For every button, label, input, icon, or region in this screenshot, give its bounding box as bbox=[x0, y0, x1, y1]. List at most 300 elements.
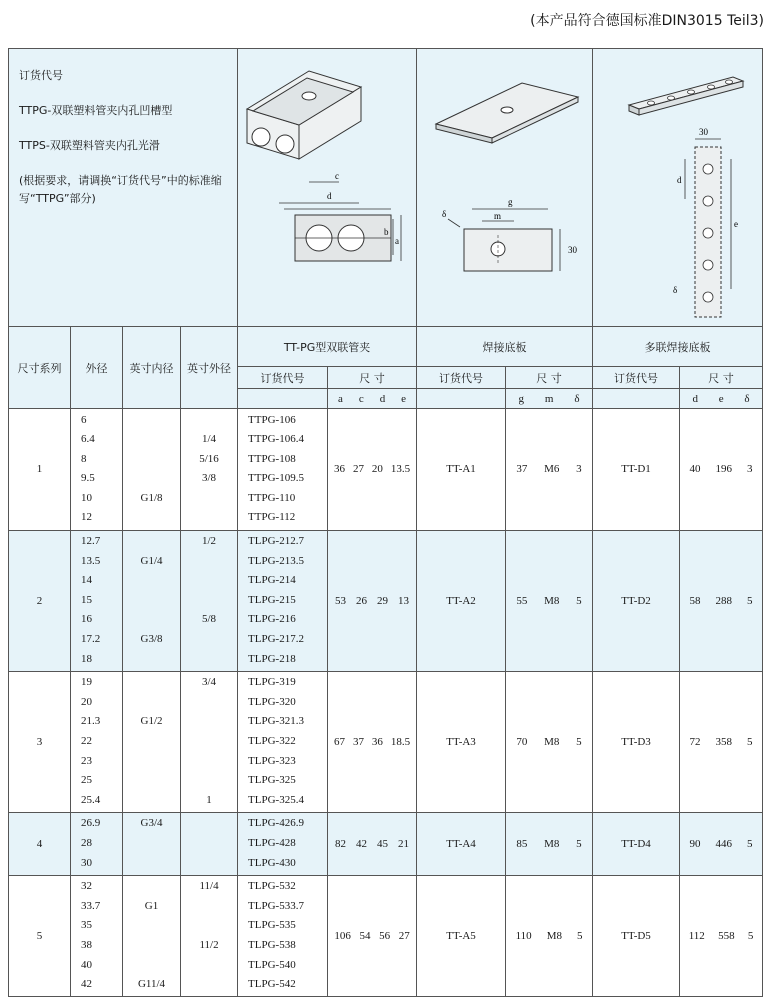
header-clamp-order-code: 订货代号 bbox=[238, 367, 328, 389]
header-od: 外径 bbox=[71, 327, 123, 409]
plate-dims-value: M8 bbox=[546, 930, 562, 943]
od-value: 8 bbox=[81, 452, 87, 465]
codes-cell bbox=[238, 875, 328, 997]
codes-cell bbox=[238, 812, 328, 875]
codes-value: TLPG-325.4 bbox=[248, 793, 304, 806]
od-list bbox=[81, 877, 122, 995]
inch-od-value bbox=[181, 571, 237, 591]
od-value: 28 bbox=[81, 837, 92, 850]
od-list bbox=[81, 411, 122, 529]
plate-dims-value: 5 bbox=[577, 930, 583, 943]
multi-dims-values bbox=[680, 736, 762, 748]
header-inch-id: 英寸内径 bbox=[123, 327, 181, 409]
clamp-dims-value: 106 bbox=[334, 930, 351, 943]
intro-ttps: TTPS-双联塑料管夹内孔光滑 bbox=[19, 139, 160, 152]
clamp-dims-value: 37 bbox=[352, 735, 364, 748]
plate-code-value: TT-A4 bbox=[417, 812, 506, 875]
header-plate-dims: 尺 寸 bbox=[506, 367, 593, 389]
clamp-dims-cell bbox=[328, 812, 417, 875]
inch-id-value: G3/8 bbox=[140, 633, 163, 646]
multi-plate-diagram-cell bbox=[593, 49, 763, 327]
inch-od-cell bbox=[181, 875, 238, 997]
multi-code-value: TT-D2 bbox=[593, 530, 680, 671]
codes-value: TTPG-108 bbox=[248, 452, 296, 465]
od-cell bbox=[71, 409, 123, 531]
plate-code-value: TT-A2 bbox=[417, 530, 506, 671]
header-plate-dim-letters bbox=[506, 389, 593, 409]
clamp-dim-letter: e bbox=[401, 392, 407, 405]
multi-code-value: TT-D5 bbox=[593, 875, 680, 997]
intro-ttpg: TTPG-双联塑料管夹内孔凹槽型 bbox=[19, 104, 173, 117]
plate-dims-values bbox=[506, 595, 592, 607]
spec-table bbox=[8, 48, 763, 997]
inch-od-value bbox=[181, 975, 237, 995]
clamp-dims-cell bbox=[328, 409, 417, 531]
inch-od-value bbox=[181, 591, 237, 611]
hole-mark bbox=[668, 96, 675, 100]
codes-value: TLPG-426.9 bbox=[248, 817, 304, 830]
plate-dims-cell bbox=[506, 875, 593, 997]
clamp-dim-b: b bbox=[383, 227, 389, 237]
inch-id-value bbox=[123, 673, 180, 693]
codes-list bbox=[248, 673, 327, 810]
hole-mark bbox=[648, 101, 655, 105]
plate-dims-value: 5 bbox=[576, 594, 582, 607]
inch-id-cell bbox=[123, 875, 181, 997]
intro-remark: (根据要求，请调换“订货代号”中的标准缩写“TTPG”部分) bbox=[19, 174, 222, 205]
inch-od-cell bbox=[181, 671, 238, 812]
multi-dims-cell bbox=[680, 409, 763, 531]
codes-value: TLPG-319 bbox=[248, 676, 296, 689]
od-value: 35 bbox=[81, 919, 92, 932]
inch-id-value: G1/8 bbox=[140, 491, 163, 504]
clamp-dims-value: 36 bbox=[371, 735, 383, 748]
inch-id-value bbox=[123, 916, 180, 936]
plate-dim-letter: δ bbox=[574, 392, 580, 405]
inch-id-cell bbox=[123, 812, 181, 875]
intro-order-code: 订货代号 bbox=[19, 69, 63, 82]
inch-id-list bbox=[123, 814, 180, 873]
header-multi-blank bbox=[593, 389, 680, 409]
plate-dims-value: 5 bbox=[576, 735, 582, 748]
plate-dim-m: m bbox=[493, 211, 501, 221]
header-multi-order-code: 订货代号 bbox=[593, 367, 680, 389]
inch-od-value bbox=[181, 508, 237, 528]
plate-dims-values bbox=[506, 930, 592, 942]
multi-dims-value: 196 bbox=[715, 463, 733, 476]
od-value: 9.5 bbox=[81, 472, 95, 485]
inch-od-value: 1/2 bbox=[201, 535, 217, 548]
series-row bbox=[9, 530, 763, 671]
clamp-dims-value: 45 bbox=[377, 837, 389, 850]
inch-od-value bbox=[181, 630, 237, 650]
inch-od-value bbox=[181, 814, 237, 834]
clamp-dims-value: 42 bbox=[356, 837, 368, 850]
header-row-1 bbox=[9, 327, 763, 367]
clamp-dims-value: 27 bbox=[398, 930, 410, 943]
clamp-dims-value: 67 bbox=[334, 735, 346, 748]
multi-dims-value: 5 bbox=[747, 837, 753, 850]
codes-list bbox=[248, 877, 327, 995]
codes-value: TLPG-538 bbox=[248, 939, 296, 952]
clamp-dims-values bbox=[328, 595, 416, 607]
inch-od-value bbox=[181, 834, 237, 854]
od-value: 14 bbox=[81, 574, 92, 587]
od-value: 20 bbox=[81, 695, 92, 708]
codes-value: TLPG-323 bbox=[248, 754, 296, 767]
multi-dim-e: e bbox=[734, 219, 739, 229]
inch-od-value: 1 bbox=[206, 793, 212, 806]
inch-id-value bbox=[123, 936, 180, 956]
od-value: 22 bbox=[81, 735, 92, 748]
plate-dims-value: M8 bbox=[544, 837, 560, 850]
inch-id-value bbox=[123, 532, 180, 552]
multi-dims-values bbox=[680, 463, 762, 475]
clamp-dims-cell bbox=[328, 671, 417, 812]
series-row bbox=[9, 409, 763, 531]
codes-value: TLPG-214 bbox=[248, 574, 296, 587]
od-value: 25 bbox=[81, 774, 92, 787]
codes-value: TLPG-217.2 bbox=[248, 633, 304, 646]
inch-od-value: 3/8 bbox=[201, 472, 217, 485]
od-cell bbox=[71, 530, 123, 671]
od-value: 12.7 bbox=[81, 535, 101, 548]
od-list bbox=[81, 532, 122, 669]
od-value: 21.3 bbox=[81, 715, 101, 728]
od-value: 26.9 bbox=[81, 817, 101, 830]
codes-value: TLPG-540 bbox=[248, 958, 296, 971]
codes-value: TLPG-213.5 bbox=[248, 554, 304, 567]
codes-value: TLPG-533.7 bbox=[248, 899, 304, 912]
od-value: 12 bbox=[81, 511, 92, 524]
multi-dims-values bbox=[680, 595, 762, 607]
inch-id-value: G3/4 bbox=[140, 817, 163, 830]
inch-id-list bbox=[123, 411, 180, 529]
codes-cell bbox=[238, 409, 328, 531]
plate-dims-values bbox=[506, 736, 592, 748]
header-inch-od: 英寸外径 bbox=[181, 327, 238, 409]
plate-dim-h: 30 bbox=[567, 245, 577, 255]
inch-od-value bbox=[181, 732, 237, 752]
order-code-intro bbox=[9, 49, 238, 327]
od-value: 42 bbox=[81, 978, 92, 991]
multi-dims-value: 112 bbox=[688, 930, 705, 943]
multi-dims-value: 558 bbox=[718, 930, 735, 943]
codes-value: TLPG-216 bbox=[248, 613, 296, 626]
codes-value: TLPG-321.3 bbox=[248, 715, 304, 728]
double-clamp-drawing bbox=[239, 49, 416, 323]
codes-value: TLPG-325 bbox=[248, 774, 296, 787]
od-cell bbox=[71, 875, 123, 997]
plate-dims-value: M8 bbox=[544, 594, 560, 607]
multi-weld-plate-drawing bbox=[593, 49, 763, 323]
multi-dims-value: 3 bbox=[747, 463, 753, 476]
multi-dims-value: 58 bbox=[689, 594, 701, 607]
multi-dims-value: 446 bbox=[715, 837, 733, 850]
header-multi-plate: 多联焊接底板 bbox=[593, 327, 763, 367]
inch-id-value bbox=[123, 834, 180, 854]
inch-od-cell bbox=[181, 812, 238, 875]
codes-value: TLPG-542 bbox=[248, 978, 296, 991]
inch-id-value bbox=[123, 791, 180, 811]
inch-id-value bbox=[123, 469, 180, 489]
multi-dims-value: 5 bbox=[747, 930, 754, 943]
series-row bbox=[9, 875, 763, 997]
inch-id-value bbox=[123, 650, 180, 670]
weld-plate-drawing bbox=[418, 49, 592, 323]
inch-od-value: 1/4 bbox=[201, 433, 217, 446]
clamp-dims-cell bbox=[328, 530, 417, 671]
header-clamp: TT-PG型双联管夹 bbox=[238, 327, 417, 367]
clamp-dims-value: 20 bbox=[371, 463, 383, 476]
header-multi-dims: 尺 寸 bbox=[680, 367, 763, 389]
multi-code-value: TT-D3 bbox=[593, 671, 680, 812]
codes-list bbox=[248, 814, 327, 873]
clamp-dims-values bbox=[328, 736, 416, 748]
inch-id-list bbox=[123, 532, 180, 669]
clamp-dims-value: 18.5 bbox=[390, 735, 411, 748]
inch-od-value: 5/8 bbox=[201, 613, 217, 626]
inch-od-value bbox=[181, 771, 237, 791]
inch-id-value: G1/2 bbox=[140, 715, 163, 728]
clamp-dims-values bbox=[328, 838, 416, 850]
multi-dim-letter: e bbox=[718, 392, 724, 405]
clamp-dims-value: 54 bbox=[359, 930, 371, 943]
multi-dims-value: 40 bbox=[689, 463, 701, 476]
multi-dim-letter: δ bbox=[744, 392, 750, 405]
plate-dims-values bbox=[506, 463, 592, 475]
clamp-dim-letter: c bbox=[358, 392, 364, 405]
plate-dims-cell bbox=[506, 409, 593, 531]
hole-mark bbox=[703, 292, 713, 302]
multi-dim-d: d bbox=[677, 175, 682, 185]
codes-value: TTPG-106 bbox=[248, 413, 296, 426]
plate-dims-values bbox=[506, 838, 592, 850]
inch-id-list bbox=[123, 877, 180, 995]
od-value: 30 bbox=[81, 856, 92, 869]
plate-dims-cell bbox=[506, 530, 593, 671]
od-value: 17.2 bbox=[81, 633, 101, 646]
multi-dims-value: 5 bbox=[747, 735, 753, 748]
inch-od-list bbox=[181, 877, 237, 995]
inch-id-value bbox=[123, 693, 180, 713]
multi-dims-cell bbox=[680, 875, 763, 997]
od-value: 23 bbox=[81, 754, 92, 767]
inch-id-value bbox=[123, 508, 180, 528]
standard-note: (本产品符合德国标准DIN3015 Teil3) bbox=[530, 13, 764, 29]
codes-value: TLPG-320 bbox=[248, 695, 296, 708]
codes-list bbox=[248, 532, 327, 669]
inch-id-cell bbox=[123, 530, 181, 671]
inch-od-value: 3/4 bbox=[201, 676, 217, 689]
inch-od-value bbox=[181, 411, 237, 431]
codes-value: TTPG-106.4 bbox=[248, 433, 304, 446]
plate-dim-letter: m bbox=[544, 392, 554, 405]
header-clamp-dim-letters bbox=[328, 389, 417, 409]
plate-dims-value: M6 bbox=[544, 463, 560, 476]
inch-id-list bbox=[123, 673, 180, 810]
inch-od-list bbox=[181, 411, 237, 529]
multi-dims-values bbox=[680, 838, 762, 850]
inch-id-value bbox=[123, 571, 180, 591]
clamp-dim-letter: a bbox=[338, 392, 343, 405]
header-clamp-blank bbox=[238, 389, 328, 409]
clamp-dims-value: 29 bbox=[377, 594, 389, 607]
clamp-dims-value: 36 bbox=[334, 463, 346, 476]
inch-od-value: 5/16 bbox=[199, 452, 219, 465]
inch-id-value bbox=[123, 411, 180, 431]
plate-dims-value: 110 bbox=[515, 930, 532, 943]
inch-id-value bbox=[123, 450, 180, 470]
hole-mark bbox=[703, 196, 713, 206]
plate-dims-value: M8 bbox=[544, 735, 560, 748]
multi-dims-cell bbox=[680, 530, 763, 671]
od-value: 6 bbox=[81, 413, 87, 426]
od-cell bbox=[71, 812, 123, 875]
inch-od-value bbox=[181, 897, 237, 917]
inch-id-value: G11/4 bbox=[137, 978, 166, 991]
clamp-dims-value: 82 bbox=[335, 837, 347, 850]
multi-dims-cell bbox=[680, 671, 763, 812]
od-list bbox=[81, 673, 122, 810]
od-value: 15 bbox=[81, 593, 92, 606]
plate-dims-value: 3 bbox=[576, 463, 582, 476]
multi-dims-value: 72 bbox=[689, 735, 701, 748]
codes-value: TLPG-532 bbox=[248, 880, 296, 893]
size-series-value: 3 bbox=[9, 671, 71, 812]
inch-od-value bbox=[181, 489, 237, 509]
inch-od-value bbox=[181, 712, 237, 732]
multi-dims-cell bbox=[680, 812, 763, 875]
hole-mark bbox=[726, 80, 733, 84]
plate-code-value: TT-A1 bbox=[417, 409, 506, 531]
plate-dim-g: g bbox=[507, 197, 513, 207]
plate-code-value: TT-A5 bbox=[417, 875, 506, 997]
clamp-dims-value: 53 bbox=[335, 594, 347, 607]
inch-id-value bbox=[123, 877, 180, 897]
series-row bbox=[9, 671, 763, 812]
od-value: 32 bbox=[81, 880, 92, 893]
clamp-dims-value: 26 bbox=[356, 594, 368, 607]
od-value: 19 bbox=[81, 676, 92, 689]
codes-value: TLPG-212.7 bbox=[248, 535, 304, 548]
plate-code-value: TT-A3 bbox=[417, 671, 506, 812]
diagram-row bbox=[9, 49, 763, 327]
inch-id-cell bbox=[123, 409, 181, 531]
inch-od-cell bbox=[181, 530, 238, 671]
hole-mark bbox=[688, 90, 695, 94]
size-series-value: 5 bbox=[9, 875, 71, 997]
series-row bbox=[9, 812, 763, 875]
clamp-dims-value: 13 bbox=[398, 594, 410, 607]
multi-dim-w: 30 bbox=[699, 127, 709, 137]
codes-value: TLPG-218 bbox=[248, 652, 296, 665]
clamp-dims-values bbox=[328, 930, 416, 942]
clamp-dim-d: d bbox=[326, 191, 332, 201]
inch-od-value bbox=[181, 854, 237, 874]
codes-value: TLPG-215 bbox=[248, 593, 296, 606]
inch-od-value: 11/4 bbox=[199, 880, 219, 893]
inch-id-value bbox=[123, 591, 180, 611]
multi-dims-value: 5 bbox=[747, 594, 753, 607]
codes-value: TLPG-535 bbox=[248, 919, 296, 932]
multi-dims-values bbox=[680, 930, 762, 942]
od-value: 6.4 bbox=[81, 433, 95, 446]
inch-od-list bbox=[181, 814, 237, 873]
header-plate-order-code: 订货代号 bbox=[417, 367, 506, 389]
multi-dim-delta: δ bbox=[673, 285, 678, 295]
inch-id-value bbox=[123, 610, 180, 630]
plate-dim-delta: δ bbox=[441, 209, 446, 219]
plate-dims-cell bbox=[506, 812, 593, 875]
plate-dims-cell bbox=[506, 671, 593, 812]
clamp-dims-value: 56 bbox=[379, 930, 391, 943]
hole-mark bbox=[703, 260, 713, 270]
codes-cell bbox=[238, 671, 328, 812]
size-series-value: 4 bbox=[9, 812, 71, 875]
plate-dims-value: 55 bbox=[516, 594, 528, 607]
od-value: 16 bbox=[81, 613, 92, 626]
multi-dims-value: 90 bbox=[689, 837, 701, 850]
hole-mark bbox=[703, 164, 713, 174]
codes-value: TTPG-112 bbox=[248, 511, 296, 524]
multi-code-value: TT-D1 bbox=[593, 409, 680, 531]
codes-value: TLPG-430 bbox=[248, 856, 296, 869]
od-value: 10 bbox=[81, 491, 92, 504]
inch-id-value bbox=[123, 956, 180, 976]
clamp-dims-value: 13.5 bbox=[390, 463, 411, 476]
multi-code-value: TT-D4 bbox=[593, 812, 680, 875]
clamp-dims-values bbox=[328, 463, 416, 475]
inch-id-value bbox=[123, 752, 180, 772]
od-cell bbox=[71, 671, 123, 812]
size-series-value: 1 bbox=[9, 409, 71, 531]
hole-mark bbox=[703, 228, 713, 238]
od-list bbox=[81, 814, 122, 873]
clamp-dim-a: a bbox=[394, 236, 399, 246]
codes-value: TLPG-322 bbox=[248, 735, 296, 748]
inch-od-value bbox=[181, 956, 237, 976]
clamp-diagram-cell bbox=[238, 49, 417, 327]
plate-diagram-cell bbox=[417, 49, 593, 327]
header-clamp-dims: 尺 寸 bbox=[328, 367, 417, 389]
header-plate-blank bbox=[417, 389, 506, 409]
od-value: 25.4 bbox=[81, 793, 101, 806]
od-value: 38 bbox=[81, 939, 92, 952]
inch-od-value: 11/2 bbox=[199, 939, 219, 952]
multi-dims-value: 288 bbox=[715, 594, 733, 607]
clamp-dims-value: 27 bbox=[352, 463, 364, 476]
clamp-dims-value: 21 bbox=[398, 837, 410, 850]
inch-od-value bbox=[181, 752, 237, 772]
inch-id-value: G1 bbox=[144, 899, 159, 912]
multi-dim-letter: d bbox=[692, 392, 698, 405]
inch-id-cell bbox=[123, 671, 181, 812]
plate-dims-value: 37 bbox=[516, 463, 528, 476]
inch-od-value bbox=[181, 650, 237, 670]
od-value: 40 bbox=[81, 958, 92, 971]
clamp-dim-letter: d bbox=[379, 392, 386, 405]
od-value: 33.7 bbox=[81, 899, 101, 912]
codes-list bbox=[248, 411, 327, 529]
plate-dim-letter: g bbox=[518, 392, 524, 405]
codes-value: TTPG-110 bbox=[248, 491, 296, 504]
header-multi-dim-letters bbox=[680, 389, 763, 409]
od-value: 18 bbox=[81, 652, 92, 665]
inch-od-list bbox=[181, 532, 237, 669]
inch-id-value bbox=[123, 732, 180, 752]
header-size-series: 尺寸系列 bbox=[9, 327, 71, 409]
